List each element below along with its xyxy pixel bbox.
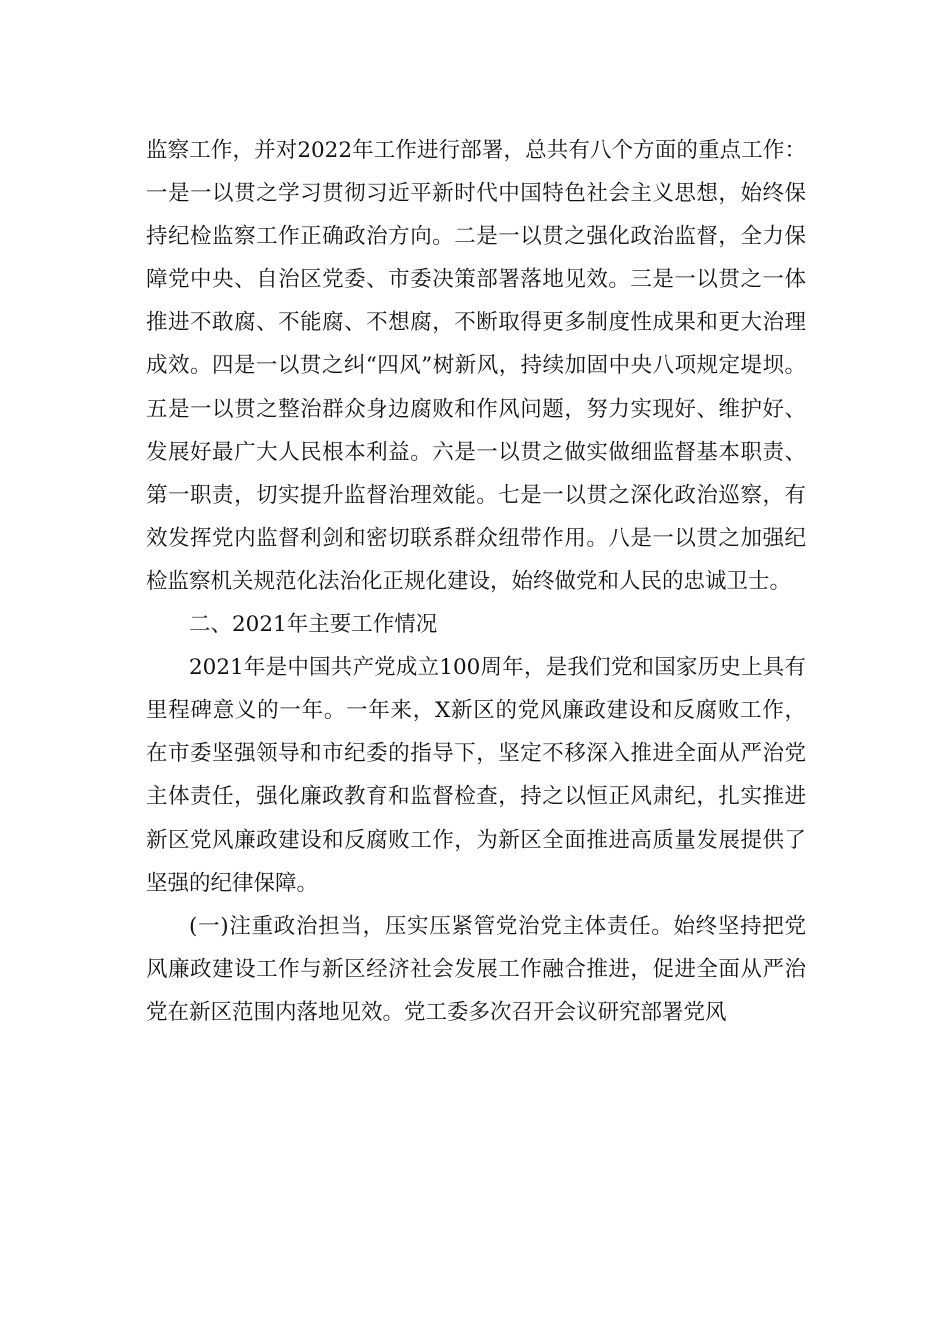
paragraph-2021-overview: 2021年是中国共产党成立100周年，是我们党和国家历史上具有里程碑意义的一年。一年来，X新区的党风廉政建设和反腐败工作，在市委坚强领导和市纪委的指导下，坚定不移深入推进全面从严治党主体责任，强化廉政教育和监督检查，持之以恒正风肃纪，扎实推进新区党风廉政建设和反腐败工作，为新区全面推进高质量发展提供了坚强的纪律保障。 — [146, 655, 806, 896]
paragraph-work-deployment: 监察工作，并对2022年工作进行部署，总共有八个方面的重点工作：一是一以贯之学习贯彻习近平新时代中国特色社会主义思想，始终保持纪检监察工作正确政治方向。二是一以贯之强化政治监督，全力保障党中央、自治区党委、市委决策部署落地见效。三是一以贯之一体推进不敢腐、不能腐、不想腐，不断取得更多制度性成果和更大治理成效。四是一以贯之纠“四风”树新风，持续加固中央八项规定堤坝。五是一以贯之整治群众身边腐败和作风问题，努力实现好、维护好、发展好最广大人民根本利益。六是一以贯之做实做细监督基本职责、第一职责，切实提升监督治理效能。七是一以贯之深化政治巡察，有效发挥党内监督利剑和密切联系群众纽带作用。八是一以贯之加强纪检监察机关规范化法治化正规化建设，始终做党和人民的忠诚卫士。 — [146, 138, 806, 594]
paragraph-political-responsibility: (一)注重政治担当，压实压紧管党治党主体责任。始终坚持把党风廉政建设工作与新区经济社会发展工作融合推进，促进全面从严治党在新区范围内落地见效。党工委多次召开会议研究部署党风 — [146, 913, 806, 1025]
document-body — [146, 129, 806, 1034]
section-heading-2021-work: 二、2021年主要工作情况 — [189, 612, 438, 638]
